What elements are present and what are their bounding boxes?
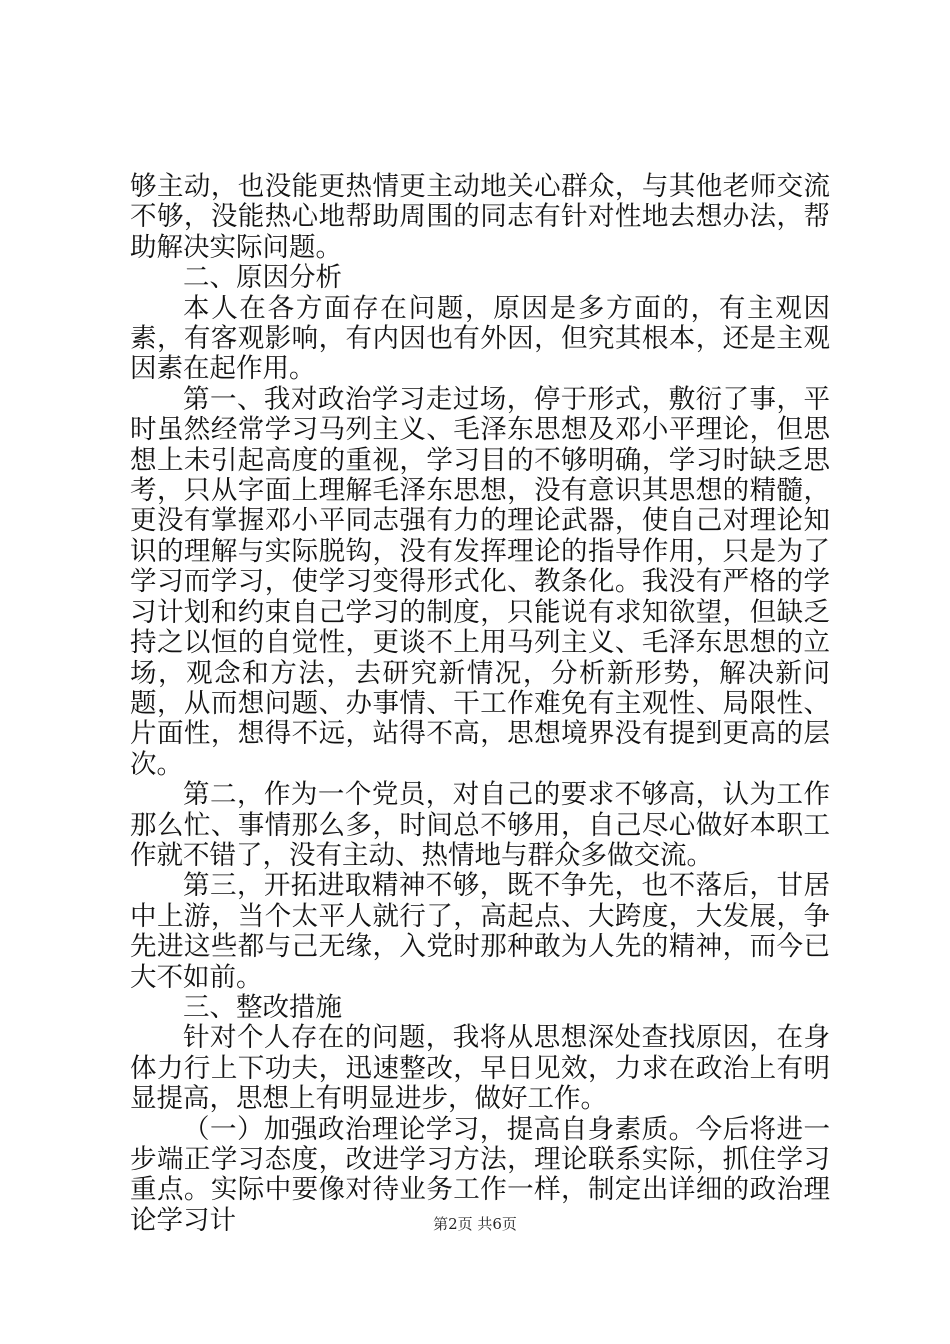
section-heading-rectification: 三、整改措施 bbox=[183, 991, 342, 1023]
section-heading-cause-analysis: 二、原因分析 bbox=[183, 262, 342, 294]
paragraph-continuation: 够主动，也没能更热情更主动地关心群众，与其他老师交流不够，没能热心地帮助周围的同志有针对性地去想办法，帮助解决实际问题。 bbox=[130, 171, 830, 263]
paragraph-cause-first: 第一、我对政治学习走过场，停于形式，敷衍了事，平时虽然经常学习马列主义、毛泽东思想及邓小平理论，但思想上未引起高度的重视，学习目的不够明确，学习时缺乏思考，只从字面上理解毛泽东思想，没有意识其思想的精髓，更没有掌握邓小平同志强有力的理论武器，使自己对理论知识的理解与实际脱钩，没有发挥理论的指导作用，只是为了学习而学习，使学习变得形式化、教条化。我没有严格的学习计划和约束自己学习的制度，只能说有求知欲望，但缺乏持之以恒的自觉性，更谈不上用马列主义、毛泽东思想的立场，观念和方法，去研究新情况，分析新形势，解决新问题，从而想问题、办事情、干工作难免有主观性、局限性、片面性，想得不远，站得不高，思想境界没有提到更高的层次。 bbox=[130, 383, 830, 780]
page-number-footer: 第2页 共6页 bbox=[433, 1215, 517, 1233]
paragraph-cause-third: 第三，开拓进取精神不够，既不争先，也不落后，甘居中上游，当个太平人就行了，高起点、大跨度，大发展，争先进这些都与己无缘，入党时那种敢为人先的精神，而今已大不如前。 bbox=[130, 870, 830, 993]
paragraph-rectification-intro: 针对个人存在的问题，我将从思想深处查找原因，在身体力行上下功夫，迅速整改，早日见效，力求在政治上有明显提高，思想上有明显进步，做好工作。 bbox=[130, 1022, 830, 1115]
paragraph-cause-second: 第二，作为一个党员，对自己的要求不够高，认为工作那么忙、事情那么多，时间总不够用，自己尽心做好本职工作就不错了，没有主动、热情地与群众多做交流。 bbox=[130, 779, 830, 871]
paragraph-cause-intro: 本人在各方面存在问题，原因是多方面的，有主观因素，有客观影响，有内因也有外因，但究其根本，还是主观因素在起作用。 bbox=[130, 292, 830, 385]
paragraph-rectification-item-1: （一）加强政治理论学习，提高自身素质。今后将进一步端正学习态度，改进学习方法，理论联系实际，抓住学习重点。实际中要像对待业务工作一样，制定出详细的政治理论学习计 bbox=[130, 1113, 830, 1236]
document-body bbox=[130, 172, 830, 1236]
